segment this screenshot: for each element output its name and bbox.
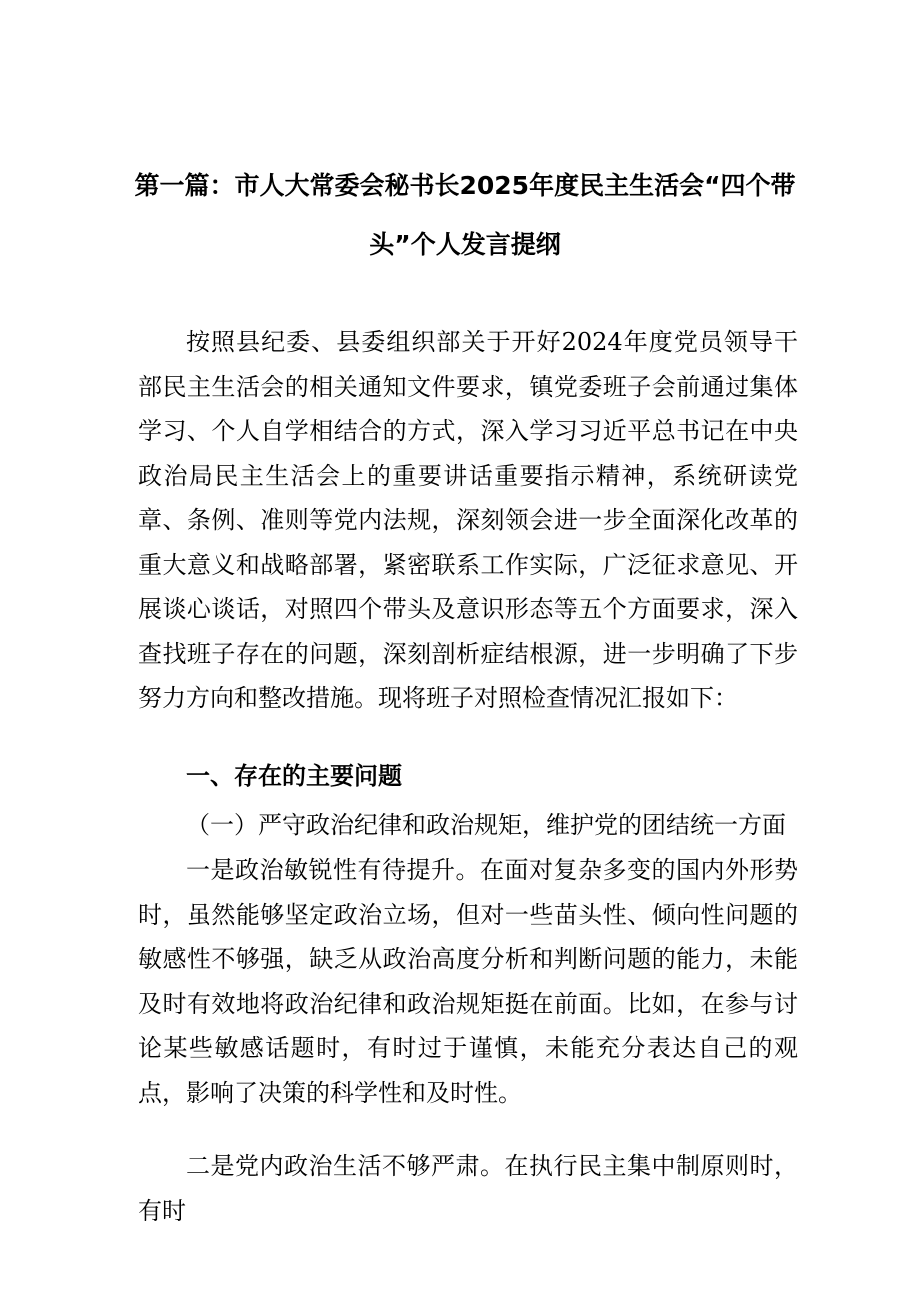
paragraph-item-2: 二是党内政治生活不够严肃。在执行民主集中制原则时，有时 (138, 1152, 798, 1225)
document-title-line-2: 头”个人发言提纲 (369, 230, 561, 259)
paragraph-item-1: 一是政治敏锐性有待提升。在面对复杂多变的国内外形势时，虽然能够坚定政治立场，但对一些苗头性、倾向性问题的敏感性不够强，缺乏从政治高度分析和判断问题的能力，未能及时有效地将政治纪律和政治规矩挺在前面。比如，在参与讨论某些敏感话题时，有时过于谨慎，未能充分表达自己的观点，影响了决策的科学性和及时性。 (138, 856, 798, 1107)
intro-paragraph: 按照县纪委、县委组织部关于开好2024年度党员领导干部民主生活会的相关通知文件要求，镇党委班子会前通过集体学习、个人自学相结合的方式，深入学习习近平总书记在中央政治局民主生活会上的重要讲话重要指示精神，系统研读党章、条例、准则等党内法规，深刻领会进一步全面深化改革的重大意义和战略部署，紧密联系工作实际，广泛征求意见、开展谈心谈话，对照四个带头及意识形态等五个方面要求，深入查找班子存在的问题，深刻剖析症结根源，进一步明确了下步努力方向和整改措施。现将班子对照检查情况汇报如下： (138, 328, 798, 712)
section-heading-main-problems: 一、存在的主要问题 (186, 762, 402, 790)
subsection-heading-political-discipline: （一）严守政治纪律和政治规矩，维护党的团结统一方面 (186, 811, 786, 839)
document-title-line-1: 第一篇：市人大常委会秘书长2025年度民主生活会“四个带 (134, 171, 796, 200)
